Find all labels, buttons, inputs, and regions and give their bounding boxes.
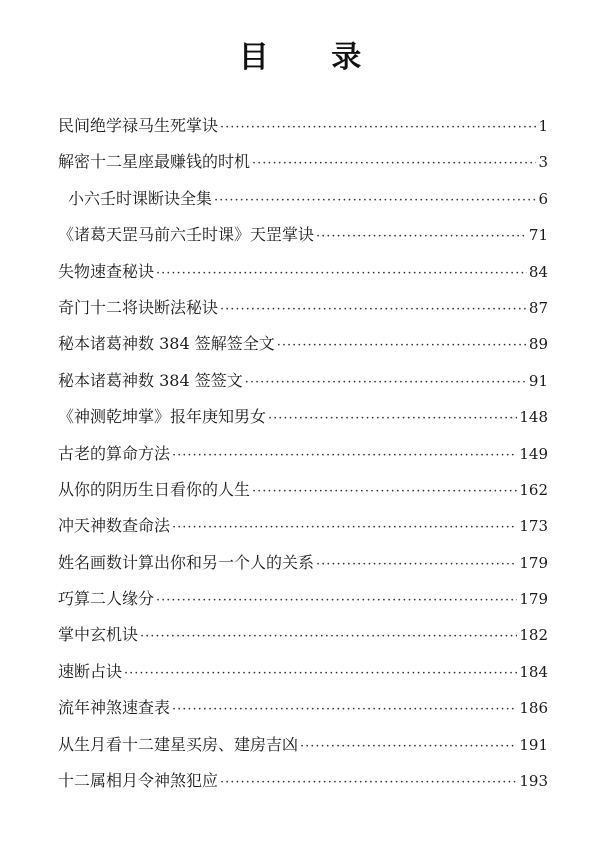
toc-entry-title: 掌中玄机诀 (58, 625, 139, 645)
toc-entry-title: 失物速查秘诀 (58, 261, 155, 281)
dot-leader (245, 365, 527, 401)
toc-entry-page-number: 91 (528, 371, 548, 390)
toc-entry (58, 727, 548, 763)
toc-entry (58, 545, 548, 581)
toc-entry-page-number: 149 (519, 444, 548, 463)
toc-entry-page-number: 148 (519, 408, 548, 427)
toc-entry-page-number: 1 (538, 117, 548, 135)
toc-entry-page-number: 71 (528, 226, 548, 245)
dot-leader (316, 219, 527, 255)
toc-entry-page-number: 162 (519, 480, 548, 499)
dot-leader (220, 110, 536, 146)
toc-entry (58, 763, 548, 799)
toc-entry (58, 181, 548, 217)
dot-leader (252, 474, 517, 510)
toc-entry (58, 326, 548, 362)
toc-entry (58, 690, 548, 726)
toc-entry-page-number: 6 (538, 189, 548, 208)
toc-entry-title: 奇门十二将诀断法秘诀 (58, 297, 219, 317)
toc-entry-title: 姓名画数计算出你和另一个人的关系 (58, 552, 315, 572)
toc-entry (58, 581, 548, 617)
toc-entry (58, 254, 548, 290)
dot-leader (172, 692, 517, 728)
dot-leader (300, 729, 517, 765)
toc-entry-page-number: 184 (519, 662, 548, 681)
toc-entry-page-number: 179 (519, 553, 548, 572)
toc-entry-title: 从你的阴历生日看你的人生 (58, 479, 251, 499)
dot-leader (156, 256, 527, 292)
dot-leader (316, 547, 517, 583)
toc-entry (58, 508, 548, 544)
dot-leader (172, 438, 517, 474)
toc-entry-title: 冲天神数查命法 (58, 516, 171, 536)
toc-entry-page-number: 3 (538, 153, 548, 172)
toc-entry-title: 《诸葛天罡马前六壬时课》天罡掌诀 (58, 225, 315, 245)
toc-entry-page-number: 84 (528, 262, 548, 281)
toc-entry-title: 解密十二星座最赚钱的时机 (58, 152, 251, 172)
toc-entry (58, 363, 548, 399)
toc-entry (58, 654, 548, 690)
toc-entry-title: 古老的算命方法 (58, 443, 171, 463)
toc-entry-title: 秘本诸葛神数 384 签解签全文 (58, 334, 275, 354)
dot-leader (220, 292, 527, 328)
dot-leader (140, 619, 517, 655)
dot-leader (277, 328, 527, 364)
toc-entry-page-number: 193 (519, 772, 548, 791)
toc-entry (58, 290, 548, 326)
toc-entry-page-number: 179 (519, 590, 548, 609)
toc-entry (58, 436, 548, 472)
toc-entry-title: 巧算二人缘分 (58, 589, 155, 609)
toc-entry-title: 民间绝学禄马生死掌诀 (58, 116, 219, 135)
toc-entry-page-number: 89 (528, 335, 548, 354)
table-of-contents (58, 108, 548, 799)
toc-entry-title: 小六壬时课断诀全集 (68, 188, 213, 208)
toc-entry-title: 十二属相月令神煞犯应 (58, 771, 219, 791)
dot-leader (172, 510, 517, 546)
toc-entry-page-number: 173 (519, 517, 548, 536)
toc-entry (58, 217, 548, 253)
toc-entry-title: 《神测乾坤掌》报年庚知男女 (58, 407, 267, 427)
toc-entry-page-number: 182 (519, 626, 548, 645)
toc-entry (58, 108, 548, 144)
toc-entry-title: 从生月看十二建星买房、建房吉凶 (58, 734, 299, 754)
toc-entry-page-number: 191 (519, 735, 548, 754)
dot-leader (156, 583, 517, 619)
toc-entry-page-number: 186 (519, 699, 548, 718)
toc-entry (58, 144, 548, 180)
toc-entry (58, 617, 548, 653)
toc-entry-title: 速断占诀 (58, 661, 123, 681)
toc-entry-title: 秘本诸葛神数 384 签签文 (58, 370, 243, 390)
toc-entry (58, 399, 548, 435)
dot-leader (252, 146, 536, 182)
dot-leader (214, 183, 536, 219)
page-title: 目 录 (238, 40, 388, 75)
dot-leader (268, 401, 517, 437)
dot-leader (220, 765, 517, 801)
toc-entry-title: 流年神煞速查表 (58, 698, 171, 718)
toc-entry-page-number: 87 (528, 298, 548, 317)
toc-entry (58, 472, 548, 508)
dot-leader (124, 656, 517, 692)
